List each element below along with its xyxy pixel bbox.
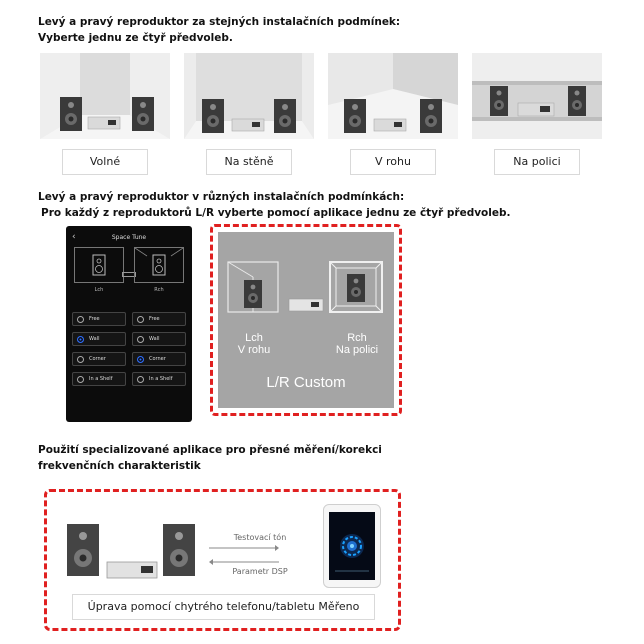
radio-selected-icon [77,336,84,343]
amplifier-icon [374,119,406,131]
speaker-left-icon [344,99,366,133]
preset-shelf[interactable] [472,53,602,177]
preset-wall-label[interactable]: Na stěně [206,149,292,175]
speaker-right-icon [274,99,296,133]
preset-wall-illustration [184,53,314,139]
lch-option-corner[interactable]: Corner [72,352,126,366]
radio-icon [137,316,144,323]
amplifier-icon [107,562,157,578]
rch-option-free[interactable]: Free [132,312,186,326]
rch-option-wall[interactable]: Wall [132,332,186,346]
amplifier-icon [518,103,554,116]
speaker-right-icon [347,274,365,302]
speaker-left-icon [60,97,82,131]
radio-icon [77,356,84,363]
measurement-visual-icon [329,512,375,580]
chevron-left-icon[interactable]: ‹ [72,232,76,242]
preset-free-illustration [40,53,170,139]
amplifier-icon [88,117,120,129]
section1-line1: Levý a pravý reproduktor za stejných instalačních podmínek: [38,16,401,28]
phone-rch-label: Rch [154,287,164,293]
speaker-right-icon [420,99,442,133]
speaker-left-icon [490,86,508,116]
radio-icon [137,376,144,383]
phone-lch-label: Lch [94,287,104,293]
section2-heading [38,189,511,221]
tablet-screen [329,512,375,580]
speaker-left-icon [67,524,99,576]
speaker-right-icon [568,86,586,116]
measurement-panel [44,489,401,631]
lr-custom-illustration [218,232,394,408]
section1-line2: Vyberte jednu ze čtyř předvoleb. [38,32,233,44]
section3-line2: frekvenčních charakteristik [38,460,201,472]
lch-option-wall[interactable]: Wall [72,332,126,346]
radio-icon [77,316,84,323]
speaker-left-icon [244,280,262,308]
arrow-right-icon [209,545,279,551]
rch-option-corner[interactable]: Corner [132,352,186,366]
rch-option-shelf[interactable]: In a Shelf [132,372,186,386]
speaker-right-icon [132,97,154,131]
app-title: Space Tune [111,234,147,241]
arrow-left-icon [209,559,279,565]
speaker-right-icon [163,524,195,576]
measurement-caption: Úprava pomocí chytrého telefonu/tabletu Měřeno [72,594,375,620]
lch-option-free[interactable]: Free [72,312,126,326]
preset-corner[interactable] [328,53,458,177]
preset-free-label[interactable]: Volné [62,149,148,175]
preset-corner-illustration [328,53,458,139]
lch-room-illustration [74,247,124,283]
custom-lch-label: Lch V rohu [237,332,271,356]
radio-icon [137,336,144,343]
section3-line1: Použití specializované aplikace pro přesné měření/korekci [38,444,382,456]
amplifier-icon [289,299,323,311]
section3-heading [38,442,382,474]
radio-icon [77,376,84,383]
radio-selected-icon [137,356,144,363]
preset-corner-label[interactable]: V rohu [350,149,436,175]
preset-wall[interactable] [184,53,314,177]
test-tone-label: Testovací tón [233,533,287,542]
section2-line2: Pro každý z reproduktorů L/R vyberte pomocí aplikace jednu ze čtyř předvoleb. [41,207,511,219]
section2-line1: Levý a pravý reproduktor v různých instalačních podmínkách: [38,191,405,203]
preset-shelf-illustration [472,53,602,139]
lch-option-shelf[interactable]: In a Shelf [72,372,126,386]
dsp-parameter-label: Parametr DSP [232,567,288,576]
rch-room-illustration [134,247,184,283]
preset-free[interactable] [40,53,170,177]
preset-shelf-label[interactable]: Na polici [494,149,580,175]
lr-custom-panel [210,224,402,416]
space-tune-app-screen [66,226,192,422]
speaker-left-icon [202,99,224,133]
custom-title: L/R Custom [266,374,346,391]
section1-heading [38,14,400,46]
speaker-system-illustration [59,502,279,592]
custom-rch-label: Rch Na polici [335,332,379,356]
amplifier-icon [232,119,264,131]
tablet-device[interactable] [323,504,381,588]
